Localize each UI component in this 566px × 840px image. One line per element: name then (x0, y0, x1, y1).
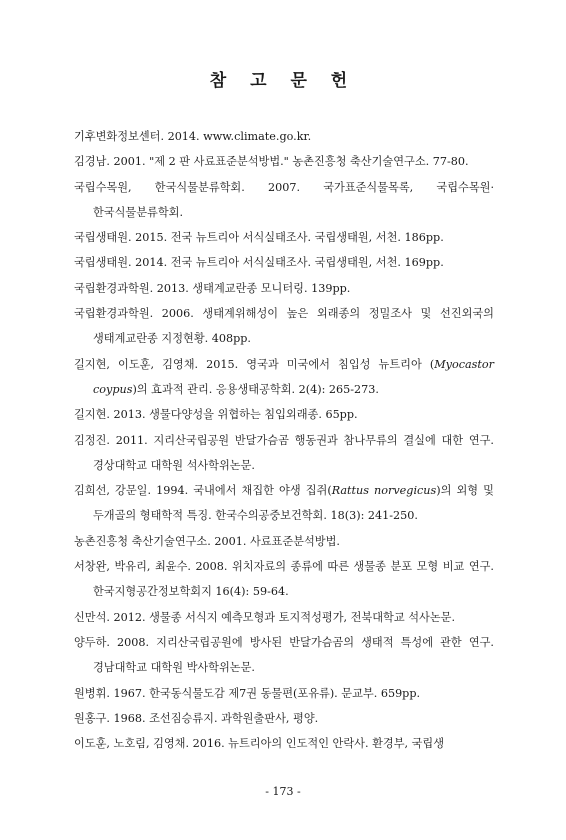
reference-text: 서창완, 박유리, 최윤수. 2008. 위치자료의 종류에 따른 생물종 분포 모형 비교 연구. 한국지형공간정보학회지 16(4): 59-64. (74, 560, 494, 599)
reference-entry (74, 706, 494, 731)
reference-entry (74, 731, 494, 756)
reference-text: 양두하. 2008. 지리산국립공원에 방사된 반달가슴곰의 생태적 특성에 관한 연구. 경남대학교 대학원 박사학위논문. (74, 635, 494, 675)
reference-text: 농촌진흥청 축산기술연구소. 2001. 사료표준분석방법. (74, 534, 340, 548)
reference-text-post: )의 효과적 관리. 응용생태공학회. 2(4): 265-273. (132, 382, 379, 396)
reference-text: 길지현. 2013. 생물다양성을 위협하는 침입외래종. 65pp. (74, 408, 358, 422)
species-name: Rattus norvegicus (331, 484, 437, 498)
species-name: Myocastor coypus (93, 357, 494, 396)
reference-entry (74, 301, 494, 352)
reference-entry (74, 352, 494, 403)
reference-text-pre: 길지현, 이도훈, 김영채. 2015. 영국과 미국에서 침입성 뉴트리아 ( (74, 357, 435, 371)
reference-list (74, 124, 494, 756)
reference-entry (74, 554, 494, 605)
reference-entry (74, 276, 494, 301)
reference-text: 국립생태원. 2014. 전국 뉴트리아 서식실태조사. 국립생태원, 서천. 169pp. (74, 256, 444, 270)
reference-text: 김정진. 2011. 지리산국립공원 반달가슴곰 행동권과 참나무류의 결실에 대한 연구. 경상대학교 대학원 석사학위논문. (74, 433, 494, 472)
reference-entry (74, 605, 494, 630)
reference-text: 김경남. 2001. "제 2 판 사료표준분석방법." 농촌진흥청 축산기술연구소. 77-80. (74, 155, 469, 169)
page-title: 참 고 문 헌 (209, 71, 357, 91)
reference-entry (74, 681, 494, 706)
reference-entry (74, 402, 494, 427)
reference-entry (74, 149, 494, 174)
reference-text: 국립생태원. 2015. 전국 뉴트리아 서식실태조사. 국립생태원, 서천. 186pp. (74, 231, 444, 245)
reference-entry (74, 529, 494, 554)
reference-text-post: )의 외형 및 두개골의 형태학적 특징. 한국수의공중보건학회. 18(3): 241-250. (93, 484, 494, 523)
reference-text: 원병휘. 1967. 한국동식물도감 제7권 동물편(포유류). 문교부. 659pp. (74, 686, 421, 700)
reference-text-pre: 김희선, 강문일. 1994. 국내에서 채집한 야생 집쥐( (74, 484, 332, 498)
reference-text: 기후변화정보센터. 2014. www.climate.go.kr. (74, 130, 312, 143)
reference-entry (74, 428, 494, 479)
reference-text: 국립수목원, 한국식물분류학회. 2007. 국가표준식물목록, 국립수목원·한국식물분류학회. (74, 180, 494, 219)
reference-entry (74, 225, 494, 250)
reference-text: 원홍구. 1968. 조선짐승류지. 과학원출판사, 평양. (74, 711, 319, 725)
reference-entry (74, 124, 494, 149)
reference-text: 국립환경과학원. 2006. 생태계위해성이 높은 외래종의 정밀조사 및 선진외국의 생태계교란종 지정현황. 408pp. (74, 307, 494, 346)
reference-entry (74, 175, 494, 226)
reference-text: 이도훈, 노호림, 김영채. 2016. 뉴트리아의 인도적인 안락사. 환경부, 국립생 (74, 737, 445, 751)
reference-entry (74, 250, 494, 275)
reference-entry (74, 630, 494, 681)
reference-text: 국립환경과학원. 2013. 생태계교란종 모니터링. 139pp. (74, 281, 351, 295)
reference-entry (74, 478, 494, 529)
page-number: - 173 - (265, 785, 301, 798)
reference-text: 신만석. 2012. 생물종 서식지 예측모형과 토지적성평가, 전북대학교 석사논문. (74, 610, 455, 624)
